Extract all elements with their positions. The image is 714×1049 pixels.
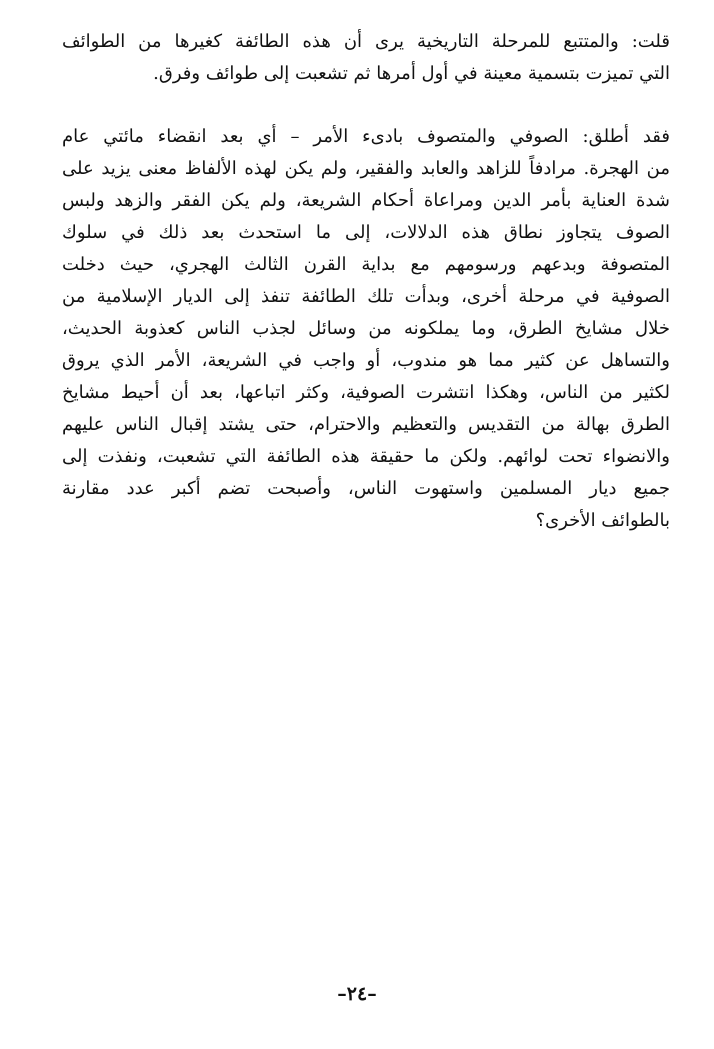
text-line: والتساهل عن كثير مما هو مندوب، أو واجب في الشريعة، الأمر الذي يروق [62,350,670,371]
text-line: قلت: والمتتبع للمرحلة التاريخية يرى أن هذه الطائفة كغيرها من الطوائف [62,31,670,52]
paragraph-1 [62,26,670,90]
text-line: خلال مشايخ الطرق، وما يملكونه من وسائل لجذب الناس كعذوبة الحديث، [62,318,670,339]
text-line: شدة العناية بأمر الدين ومراعاة أحكام الشريعة، ولم يكن الفقر والزهد ولبس [62,190,670,211]
text-line: جميع ديار المسلمين واستهوت الناس، وأصبحت تضم أكبر عدد مقارنة [62,478,670,499]
text-line: المتصوفة وبدعهم ورسومهم مع بداية القرن الثالث الهجري، حيث دخلت [62,254,670,275]
text-line: والانضواء تحت لوائهم. ولكن ما حقيقة هذه الطائفة التي تشعبت، ونفذت إلى [62,446,670,467]
text-line: فقد أطلق: الصوفي والمتصوف بادىء الأمر – أي بعد انقضاء مائتي عام [62,126,670,147]
page-number: –٢٤– [337,983,377,1005]
paragraph-2 [62,121,670,537]
text-line: الصوفية في مرحلة أخرى، وبدأت تلك الطائفة تنفذ إلى الديار الإسلامية من [62,286,670,307]
text-line: بالطوائف الأخرى؟ [535,510,670,531]
text-line: الطرق بهالة من التقديس والتعظيم والاحترام، حتى يشتد إقبال الناس عليهم [62,414,670,435]
text-line: الصوف يتجاوز نطاق هذه الدلالات، إلى ما استحدث بعد ذلك في سلوك [62,222,670,243]
text-line: من الهجرة. مرادفاً للزاهد والعابد والفقير، ولم يكن لهذه الألفاظ معنى يزيد على [62,158,670,179]
text-line: التي تميزت بتسمية معينة في أول أمرها ثم تشعبت إلى طوائف وفرق. [153,63,670,84]
text-line: لكثير من الناس، وهكذا انتشرت الصوفية، وكثر اتباعها، بعد أن أحيط مشايخ [62,382,670,403]
